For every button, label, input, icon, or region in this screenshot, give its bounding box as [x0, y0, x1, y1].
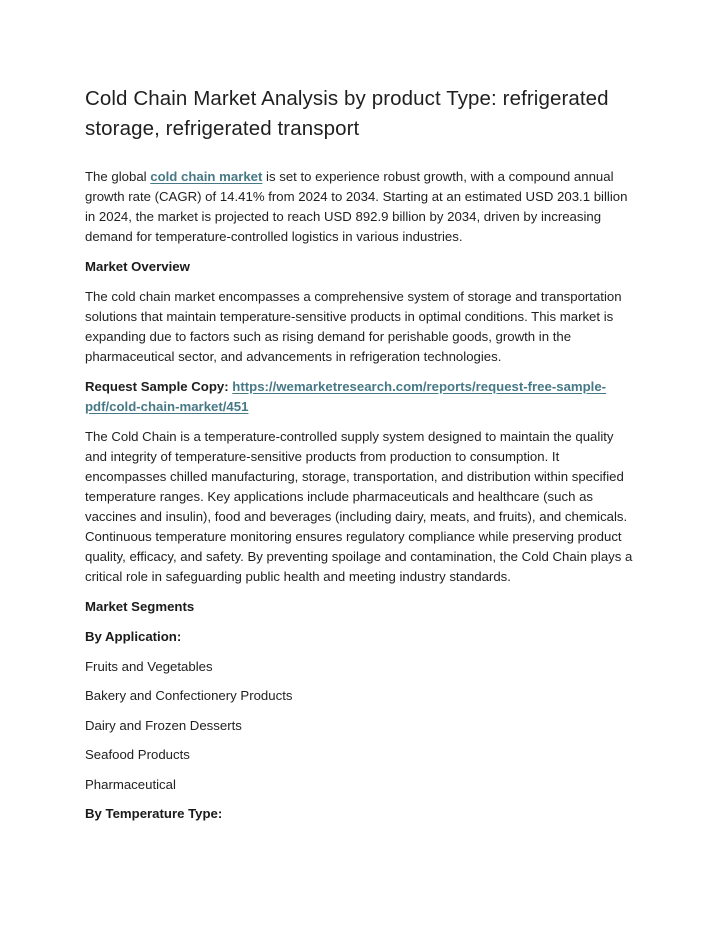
list-item: Seafood Products	[85, 747, 190, 763]
by-temperature-type-heading: By Temperature Type:	[85, 805, 223, 821]
intro-text-after: is set to experience robust growth, with a compound annual growth rate (CAGR) of 14.41% from 2024 to 2034. Starting at an estimated USD 203.1 billion in 2024, the market is projected to reach USD 892.9 billion by 2034, driven by increasing demand for temperature-controlled logistics in various industries.	[85, 169, 628, 244]
market-overview-heading: Market Overview	[85, 259, 190, 274]
market-overview-paragraph: The cold chain market encompasses a comprehensive system of storage and transportation solutions that maintain temperature-sensitive products in optimal conditions. This market is expanding due to factors such as rising demand for perishable goods, growth in the pharmaceutical sector, and advancements in refrigeration technologies.	[85, 289, 622, 364]
request-sample-label: Request Sample Copy:	[85, 379, 233, 394]
request-sample-paragraph	[85, 377, 637, 417]
market-segments-heading: Market Segments	[85, 599, 195, 614]
list-item: Fruits and Vegetables	[85, 659, 213, 674]
intro-paragraph	[85, 167, 637, 247]
intro-text-before: The global	[85, 169, 151, 184]
list-item: Pharmaceutical	[85, 776, 176, 792]
cold-chain-description-paragraph: The Cold Chain is a temperature-controlled supply system designed to maintain the quality and integrity of temperature-sensitive products from production to consumption. It encompasses chilled manufacturing, storage, transportation, and distribution within specified temperature ranges. Key applications include pharmaceuticals and healthcare (such as vaccines and insulin), food and beverages (including dairy, meats, and fruits), and chemicals. Continuous temperature monitoring ensures regulatory compliance while preserving product quality, efficacy, and safety. By preventing spoilage and contamination, the Cold Chain plays a critical role in safeguarding public health and meeting industry standards.	[85, 429, 633, 584]
document-page	[85, 84, 637, 834]
document-title: Cold Chain Market Analysis by product Type: refrigerated storage, refrigerated transport	[85, 87, 609, 140]
list-item: Bakery and Confectionery Products	[85, 688, 293, 704]
application-list	[85, 657, 637, 795]
by-application-heading: By Application:	[85, 629, 182, 644]
request-sample-link[interactable]: https://wemarketresearch.com/reports/request-free-sample-pdf/cold-chain-market/451	[85, 379, 607, 414]
list-item: Dairy and Frozen Desserts	[85, 717, 242, 733]
cold-chain-market-link[interactable]: cold chain market	[150, 169, 263, 184]
